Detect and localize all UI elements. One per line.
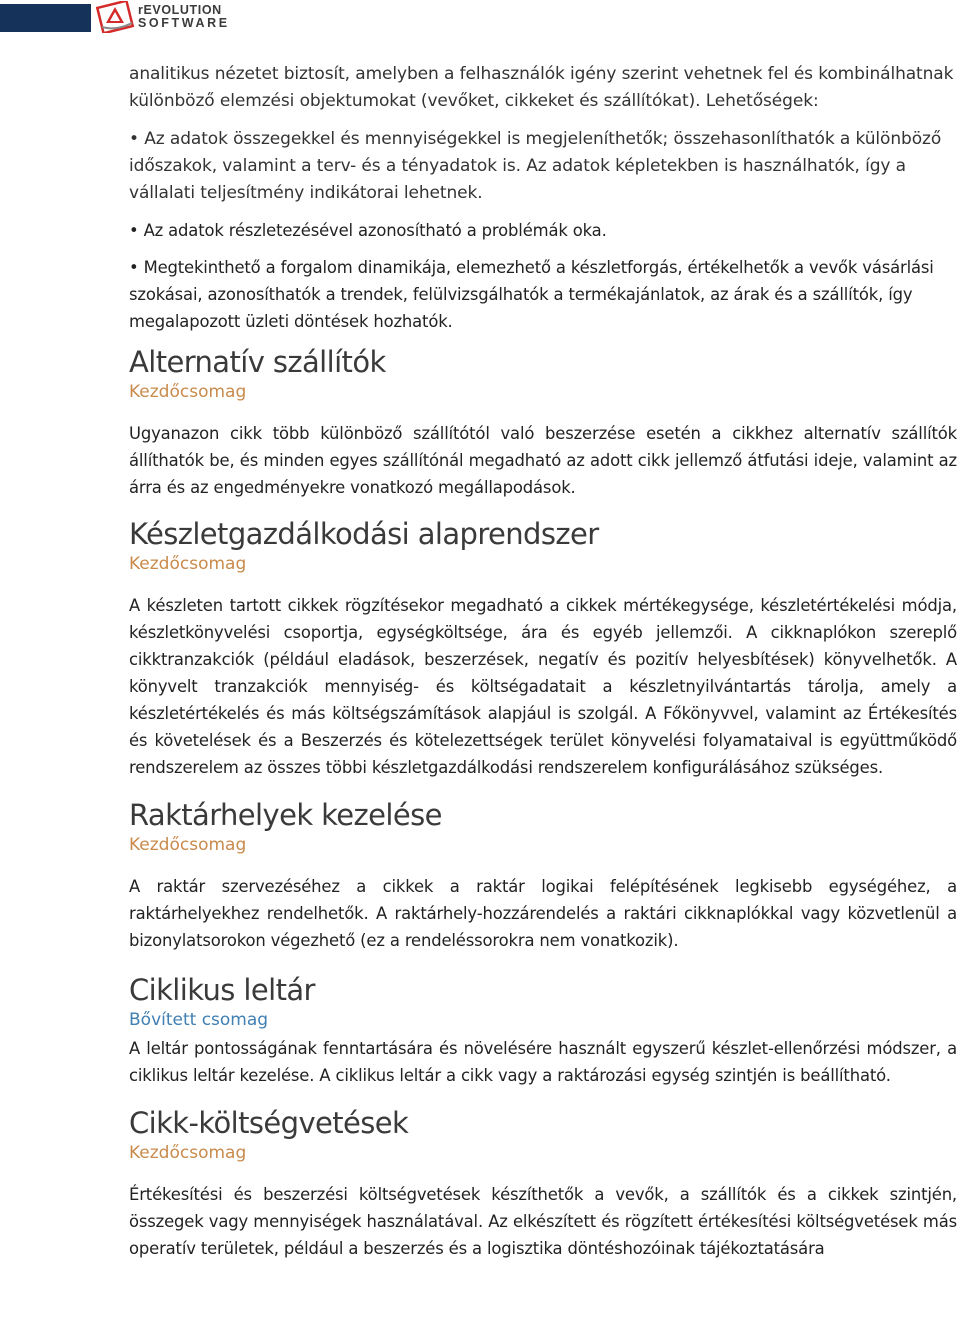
section-title: Készletgazdálkodási alaprendszer <box>129 517 599 551</box>
bullet-item: • Az adatok összegekkel és mennyiségekkel is megjeleníthetők; összehasonlíthatók a különböző időszakok, valamint a terv- és a tényadatok is. Az adatok képletekben is használhatók, így a vállalati teljesítmény indikátorai lehetnek. <box>129 129 942 203</box>
document-body <box>129 61 957 1262</box>
bullet-item: • Megtekinthető a forgalom dinamikája, elemezhető a készletforgás, értékelhetők a vevők vásárlási szokásai, azonosíthatók a trendek, felülvizsgálhatók a termékajánlatok, az árak és a szállítók, így megalapozott üzleti döntések hozhatók. <box>129 258 934 331</box>
section-cycle-counting <box>129 973 957 1089</box>
section-text: A készleten tartott cikkek rögzítésekor megadható a cikkek mértékegysége, készletértékelési módja, készletkönyvelési csoportja, egységköltsége, ára és egyéb jellemzői. A cikknaplókon szereplő cikktranzakciók (például eladások, beszerzések, negatív és pozitív helyesbítések) könyvelhetők. A könyvelt tranzakciók mennyiség- és költségadatait a készletnyilvántartás tárolja, amely a készletértékelés és más költségszámítások alapjául is szolgál. A Főkönyvvel, valamint az Értékesítés és követelések és a Beszerzés és kötelezettségek terület könyvelési folyamataival is együttműködő rendszerelem az összes többi készletgazdálkodási rendszerelem konfigurálásához szükséges. <box>129 596 957 777</box>
section-title: Alternatív szállítók <box>129 345 386 379</box>
package-label: Kezdőcsomag <box>129 835 247 855</box>
section-text: A raktár szervezéséhez a cikkek a raktár logikai felépítésének legkisebb egységéhez, a raktárhelyekhez rendelhetők. A raktárhely-hozzárendelés a raktári cikknaplókkal vagy közvetlenül a bizonylatsorokon végezhető (ez a rendeléssorokra nem vonatkozik). <box>129 877 957 950</box>
revolution-logo-icon <box>96 1 138 33</box>
section-title: Ciklikus leltár <box>129 973 315 1007</box>
package-label: Kezdőcsomag <box>129 1143 247 1163</box>
logo-line-2: SOFTWARE <box>138 16 230 30</box>
intro-paragraph: analitikus nézetet biztosít, amelyben a felhasználók igény szerint vehetnek fel és kombinálhatnak különböző elemzési objektumokat (vevőket, cikkeket és szállítókat). Lehetőségek: <box>129 64 954 111</box>
company-logo <box>96 0 256 34</box>
page-header <box>0 0 960 34</box>
package-label: Bővített csomag <box>129 1010 269 1030</box>
bullet-item: • Az adatok részletezésével azonosítható a problémák oka. <box>129 221 607 240</box>
package-label: Kezdőcsomag <box>129 554 247 574</box>
section-alternative-vendors <box>129 345 957 501</box>
section-title: Raktárhelyek kezelése <box>129 798 442 832</box>
package-label: Kezdőcsomag <box>129 382 247 402</box>
section-text: A leltár pontosságának fenntartására és növelésére használt egyszerű készlet-ellenőrzési módszer, a ciklikus leltár kezelése. A ciklikus leltár a cikk vagy a raktározási egység szintjén is beállítható. <box>129 1039 957 1085</box>
section-title: Cikk-költségvetések <box>129 1106 409 1140</box>
logo-wordmark <box>138 4 230 29</box>
section-text: Ugyanazon cikk több különböző szállítótól való beszerzése esetén a cikkhez alternatív szállítók állíthatók be, és minden egyes szállítónál megadható az adott cikk jellemző átfutási ideje, valamint az árra és az engedményekre vonatkozó megállapodások. <box>129 424 957 497</box>
section-text: Értékesítési és beszerzési költségvetések készíthetők a vevők, a szállítók és a cikkek szintjén, összegek vagy mennyiségek használatával. Az elkészített és rögzített értékesítési költségvetések más operatív területek, például a beszerzés és a logisztika döntéshozóinak tájékoztatására <box>129 1185 957 1258</box>
logo-line-1: rEVOLUTION <box>138 3 222 17</box>
section-item-budgets <box>129 1106 957 1262</box>
section-inventory-basics <box>129 517 957 781</box>
section-bin-management <box>129 798 957 954</box>
header-bar <box>0 4 91 32</box>
